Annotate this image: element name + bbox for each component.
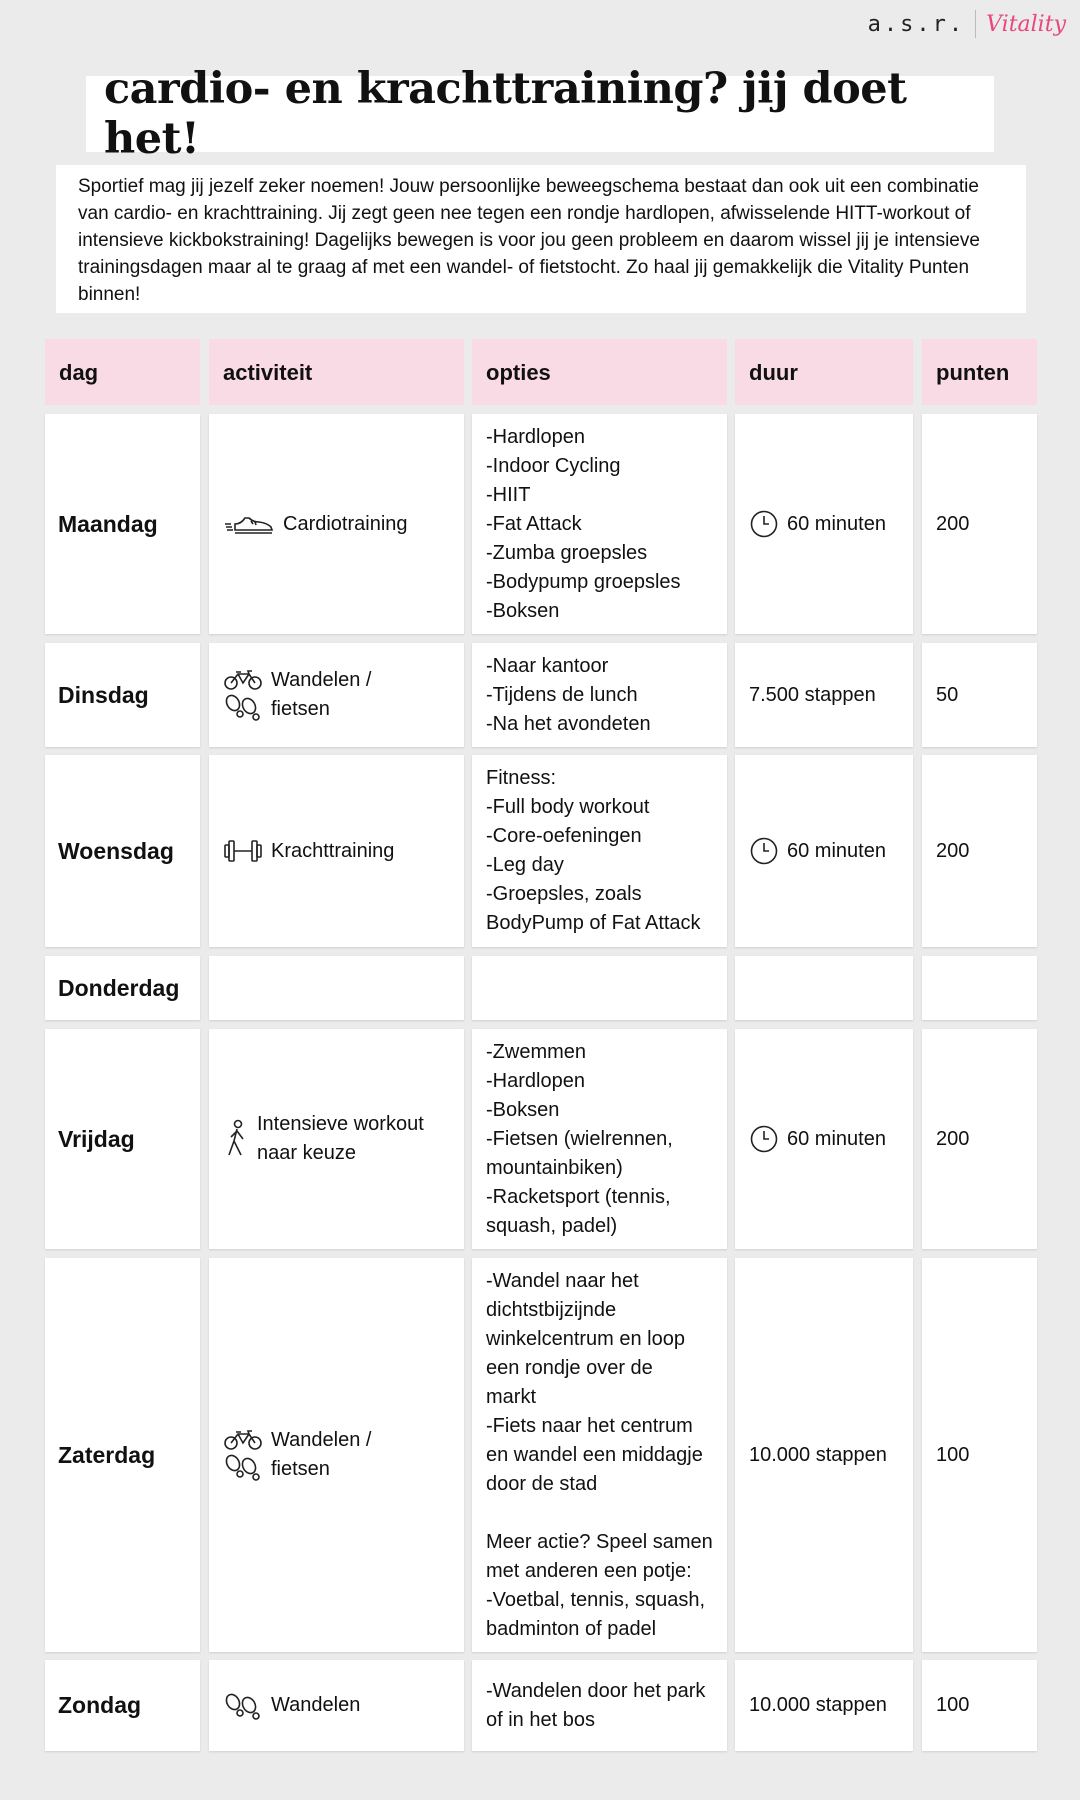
header-activiteit <box>209 339 464 405</box>
duration-value: 60 minuten <box>787 512 886 535</box>
header-duur <box>735 339 913 405</box>
page-title: cardio- en krachttraining? jij doet het! <box>104 64 907 164</box>
points-cell-donderdag <box>922 956 1037 1020</box>
footsteps-icon <box>223 1692 263 1720</box>
duration-cell-donderdag <box>735 956 913 1020</box>
day-cell-donderdag <box>45 956 200 1020</box>
activity-cell-vrijdag <box>209 1029 464 1249</box>
day-label: Donderdag <box>58 974 180 1001</box>
options-cell-woensdag <box>472 755 727 947</box>
points-value: 200 <box>936 1127 970 1150</box>
activity-label: Wandelen <box>271 1694 361 1716</box>
day-cell-zondag <box>45 1660 200 1751</box>
intro-text: Sportief mag jij jezelf zeker noemen! Jouw persoonlijke beweegschema bestaat dan ook uit een combinatie van cardio- en krachttraining. Jij zegt geen nee tegen een rondje hardlopen, afwisselende HITT-workout of intensieve kickbokstraining! Dagelijks bewegen is voor jou geen probleem en daarom wissel jij je intensieve trainingsdagen maar al te graag af met een wandel- of fietstocht. Zo haal jij gemakkelijk die Vitality Punten binnen! <box>56 165 1026 313</box>
options-cell-dinsdag <box>472 643 727 747</box>
duration-value: 60 minuten <box>787 839 886 862</box>
points-value: 200 <box>936 512 970 535</box>
activity-cell-maandag <box>209 414 464 634</box>
options-text: -Zwemmen -Hardlopen -Boksen -Fietsen (wielrennen, mountainbiken) -Racketsport (tennis, squash, padel) <box>486 1040 673 1237</box>
options-text: -Wandelen door het park of in het bos <box>486 1679 706 1731</box>
day-cell-vrijdag <box>45 1029 200 1249</box>
activity-cell-donderdag <box>209 956 464 1020</box>
stretching-person-icon <box>223 1119 249 1159</box>
points-cell-woensdag <box>922 755 1037 947</box>
points-value: 100 <box>936 1694 970 1716</box>
day-cell-dinsdag <box>45 643 200 747</box>
duration-cell-dinsdag <box>735 643 913 747</box>
duration-value: 10.000 stappen <box>749 1694 887 1716</box>
header-dag <box>45 339 200 405</box>
dumbbell-icon <box>223 837 263 865</box>
points-cell-vrijdag <box>922 1029 1037 1249</box>
header-label-activiteit: activiteit <box>223 359 313 385</box>
day-label: Zaterdag <box>58 1441 156 1468</box>
header-label-duur: duur <box>749 359 798 385</box>
activity-cell-dinsdag <box>209 643 464 747</box>
activity-label: Cardiotraining <box>283 512 408 535</box>
options-text: -Naar kantoor -Tijdens de lunch -Na het avondeten <box>486 654 651 735</box>
running-shoe-icon <box>223 512 275 536</box>
day-label: Woensdag <box>58 837 174 864</box>
duration-value: 10.000 stappen <box>749 1443 887 1466</box>
day-label: Zondag <box>58 1692 142 1718</box>
clock-icon <box>749 509 787 539</box>
points-value: 200 <box>936 839 970 862</box>
header-label-dag: dag <box>59 359 99 385</box>
activity-cell-woensdag <box>209 755 464 947</box>
header-label-opties: opties <box>486 359 551 385</box>
duration-value: 7.500 stappen <box>749 683 876 706</box>
duration-cell-zaterdag <box>735 1258 913 1652</box>
options-cell-maandag <box>472 414 727 634</box>
bike-and-footsteps-icon <box>223 1429 263 1481</box>
day-cell-woensdag <box>45 755 200 947</box>
duration-value: 60 minuten <box>787 1127 886 1150</box>
day-cell-zaterdag <box>45 1258 200 1652</box>
activity-cell-zondag <box>209 1660 464 1751</box>
options-text: -Wandel naar het dichtstbijzijnde winkelcentrum en loop een rondje over de markt -Fiets naar het centrum en wandel een middagje door de stad Meer actie? Speel samen met anderen een potje: -Voetbal, tennis, squash, badminton of padel <box>486 1269 713 1640</box>
activity-label: Wandelen / fietsen <box>271 1429 372 1480</box>
header-punten <box>922 339 1037 405</box>
clock-icon <box>749 836 787 866</box>
duration-cell-zondag <box>735 1660 913 1751</box>
points-cell-dinsdag <box>922 643 1037 747</box>
asr-logo: a.s.r. <box>867 11 966 37</box>
day-label: Maandag <box>58 510 158 537</box>
activity-label: Intensieve workout naar keuze <box>257 1113 424 1164</box>
points-value: 100 <box>936 1443 970 1466</box>
activity-cell-zaterdag <box>209 1258 464 1652</box>
duration-cell-vrijdag <box>735 1029 913 1249</box>
activity-label: Wandelen / fietsen <box>271 669 372 720</box>
options-cell-zondag <box>472 1660 727 1751</box>
duration-cell-maandag <box>735 414 913 634</box>
day-label: Dinsdag <box>58 681 149 708</box>
clock-icon <box>749 1124 787 1154</box>
options-cell-donderdag <box>472 956 727 1020</box>
points-cell-maandag <box>922 414 1037 634</box>
options-text: -Hardlopen -Indoor Cycling -HIIT -Fat Attack -Zumba groepsles -Bodypump groepsles -Boksen <box>486 425 681 622</box>
points-cell-zondag <box>922 1660 1037 1751</box>
header-label-punten: punten <box>936 359 1010 385</box>
header-opties <box>472 339 727 405</box>
vitality-logo: Vitality <box>986 11 1066 37</box>
options-cell-vrijdag <box>472 1029 727 1249</box>
activity-label: Krachttraining <box>271 839 395 862</box>
bike-and-footsteps-icon <box>223 669 263 721</box>
options-cell-zaterdag <box>472 1258 727 1652</box>
duration-cell-woensdag <box>735 755 913 947</box>
points-cell-zaterdag <box>922 1258 1037 1652</box>
points-value: 50 <box>936 683 959 706</box>
day-cell-maandag <box>45 414 200 634</box>
day-label: Vrijdag <box>58 1125 135 1152</box>
options-text: Fitness: -Full body workout -Core-oefeningen -Leg day -Groepsles, zoals BodyPump of Fat Attack <box>486 767 701 934</box>
